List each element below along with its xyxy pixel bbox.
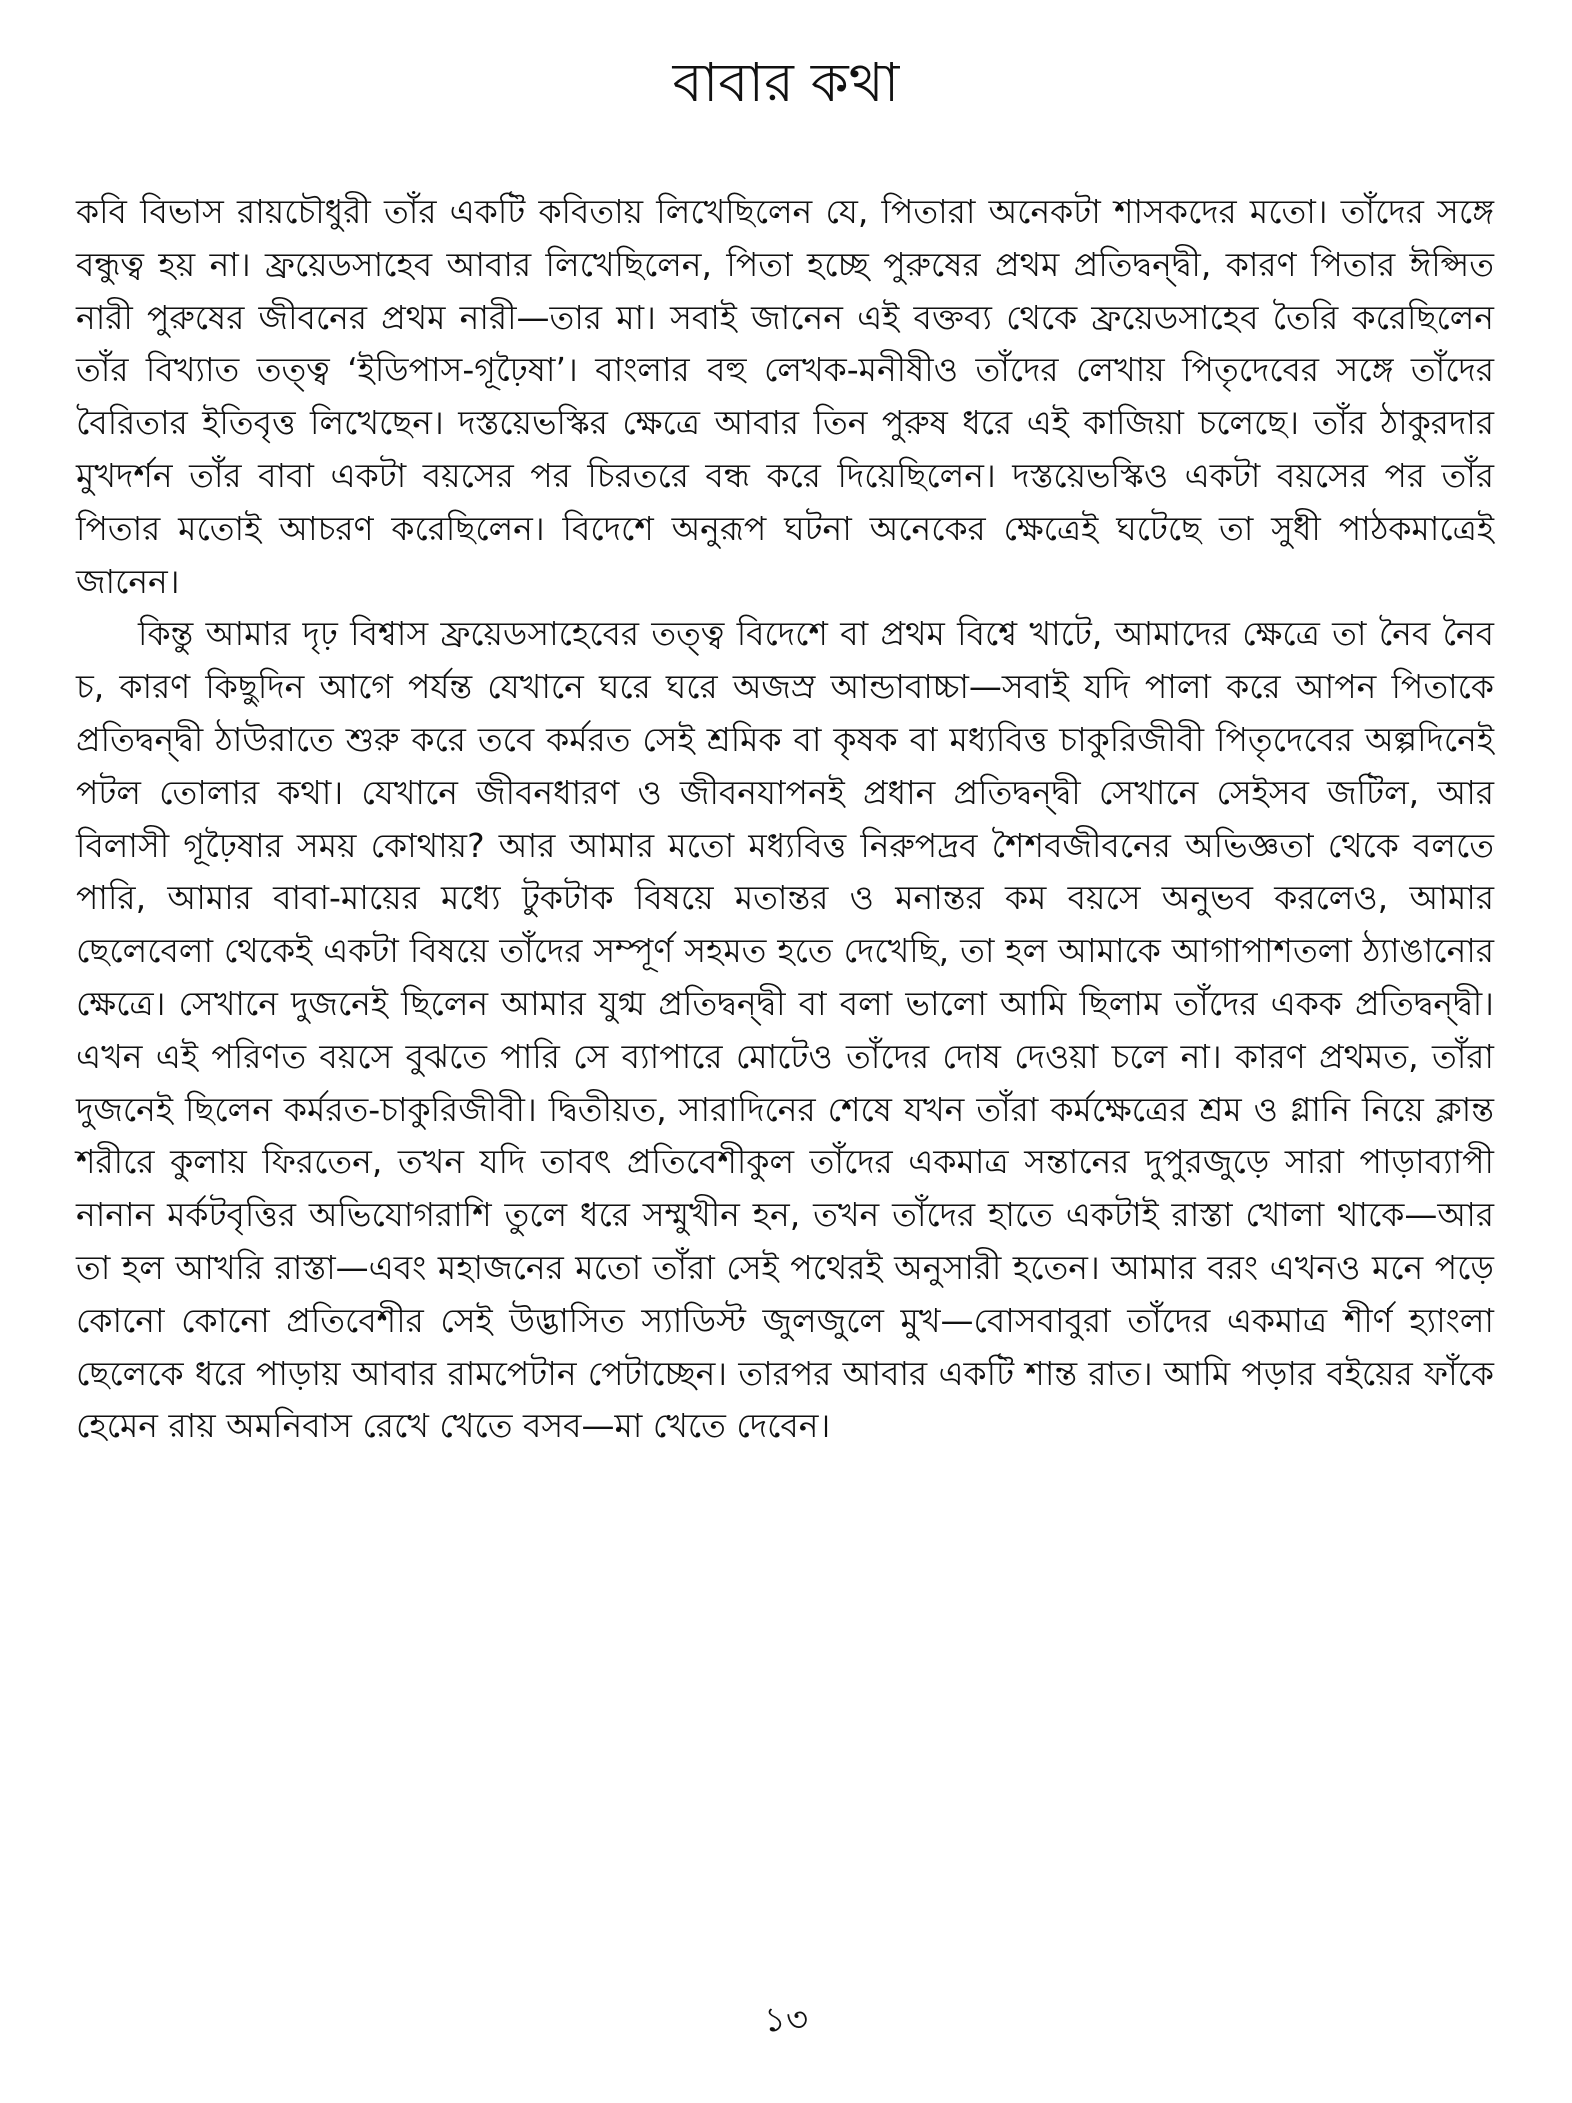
chapter-title: বাবার কথা xyxy=(672,51,900,114)
paragraph-2: কিন্তু আমার দৃঢ় বিশ্বাস ফ্রয়েডসাহেবের তত্ত্ব বিদেশে বা প্রথম বিশ্বে খাটে, আমাদের ক্ষেত্রে তা নৈব নৈব চ, কারণ কিছুদিন আগে পর্যন্ত যেখানে ঘরে ঘরে অজস্র আন্ডাবাচ্চা—সবাই যদি পালা করে আপন পিতাকে প্রতিদ্বন্দ্বী ঠাউরাতে শুরু করে তবে কর্মরত সেই শ্রমিক বা কৃষক বা মধ্যবিত্ত চাকুরিজীবী পিতৃদেবের অল্পদিনেই পটল তোলার কথা। যেখানে জীবনধারণ ও জীবনযাপনই প্রধান প্রতিদ্বন্দ্বী সেখানে সেইসব জটিল, আর বিলাসী গূঢ়ৈষার সময় কোথায়? আর আমার মতো মধ্যবিত্ত নিরুপদ্রব শৈশবজীবনের অভিজ্ঞতা থেকে বলতে পারি, আমার বাবা-মায়ের মধ্যে টুকটাক বিষয়ে মতান্তর ও মনান্তর কম বয়সে অনুভব করলেও, আমার ছেলেবেলা থেকেই একটা বিষয়ে তাঁদের সম্পূর্ণ সহমত হতে দেখেছি, তা হল আমাকে আগাপাশতলা ঠ্যাঙানোর ক্ষেত্রে। সেখানে দুজনেই ছিলেন আমার যুগ্ম প্রতিদ্বন্দ্বী বা বলা ভালো আমি ছিলাম তাঁদের একক প্রতিদ্বন্দ্বী। এখন এই পরিণত বয়সে বুঝতে পারি সে ব্যাপারে মোটেও তাঁদের দোষ দেওয়া চলে না। কারণ প্রথমত, তাঁরা দুজনেই ছিলেন কর্মরত-চাকুরিজীবী। দ্বিতীয়ত, সারাদিনের শেষে যখন তাঁরা কর্মক্ষেত্রের শ্রম ও গ্লানি নিয়ে ক্লান্ত শরীরে কুলায় ফিরতেন, তখন যদি তাবৎ প্রতিবেশীকুল তাঁদের একমাত্র সন্তানের দুপুরজুড়ে সারা পাড়াব্যাপী নানান মর্কটবৃত্তির অভিযোগরাশি তুলে ধরে সম্মুখীন হন, তখন তাঁদের হাতে একটাই রাস্তা খোলা থাকে—আর তা হল আখরি রাস্তা—এবং মহাজনের মতো তাঁরা সেই পথেরই অনুসারী হতেন। আমার বরং এখনও মনে পড়ে কোনো কোনো প্রতিবেশীর সেই উদ্ভাসিত স্যাডিস্ট জুলজুলে মুখ—বোসবাবুরা তাঁদের একমাত্র শীর্ণ হ্যাংলা ছেলেকে ধরে পাড়ায় আবার রামপেটান পেটাচ্ছেন। তারপর আবার একটি শান্ত রাত। আমি পড়ার বইয়ের ফাঁকে হেমেন রায় অমনিবাস রেখে খেতে বসব—মা খেতে দেবেন। xyxy=(76,614,1494,1446)
paragraph-1: কবি বিভাস রায়চৌধুরী তাঁর একটি কবিতায় লিখেছিলেন যে, পিতারা অনেকটা শাসকদের মতো। তাঁদের সঙ্গে বন্ধুত্ব হয় না। ফ্রয়েডসাহেব আবার লিখেছিলেন, পিতা হচ্ছে পুরুষের প্রথম প্রতিদ্বন্দ্বী, কারণ পিতার ঈপ্সিত নারী পুরুষের জীবনের প্রথম নারী—তার মা। সবাই জানেন এই বক্তব্য থেকে ফ্রয়েডসাহেব তৈরি করেছিলেন তাঁর বিখ্যাত তত্ত্ব ‘ইডিপাস-গূঢ়ৈষা’। বাংলার বহু লেখক-মনীষীও তাঁদের লেখায় পিতৃদেবের সঙ্গে তাঁদের বৈরিতার ইতিবৃত্ত লিখেছেন। দস্তয়েভস্কির ক্ষেত্রে আবার তিন পুরুষ ধরে এই কাজিয়া চলেছে। তাঁর ঠাকুরদার মুখদর্শন তাঁর বাবা একটা বয়সের পর চিরতরে বন্ধ করে দিয়েছিলেন। দস্তয়েভস্কিও একটা বয়সের পর তাঁর পিতার মতোই আচরণ করেছিলেন। বিদেশে অনুরূপ ঘটনা অনেকের ক্ষেত্রেই ঘটেছে তা সুধী পাঠকমাত্রেই জানেন। xyxy=(76,192,1494,601)
page-number: ১৩ xyxy=(763,2000,809,2040)
chapter-body xyxy=(76,186,1494,1453)
